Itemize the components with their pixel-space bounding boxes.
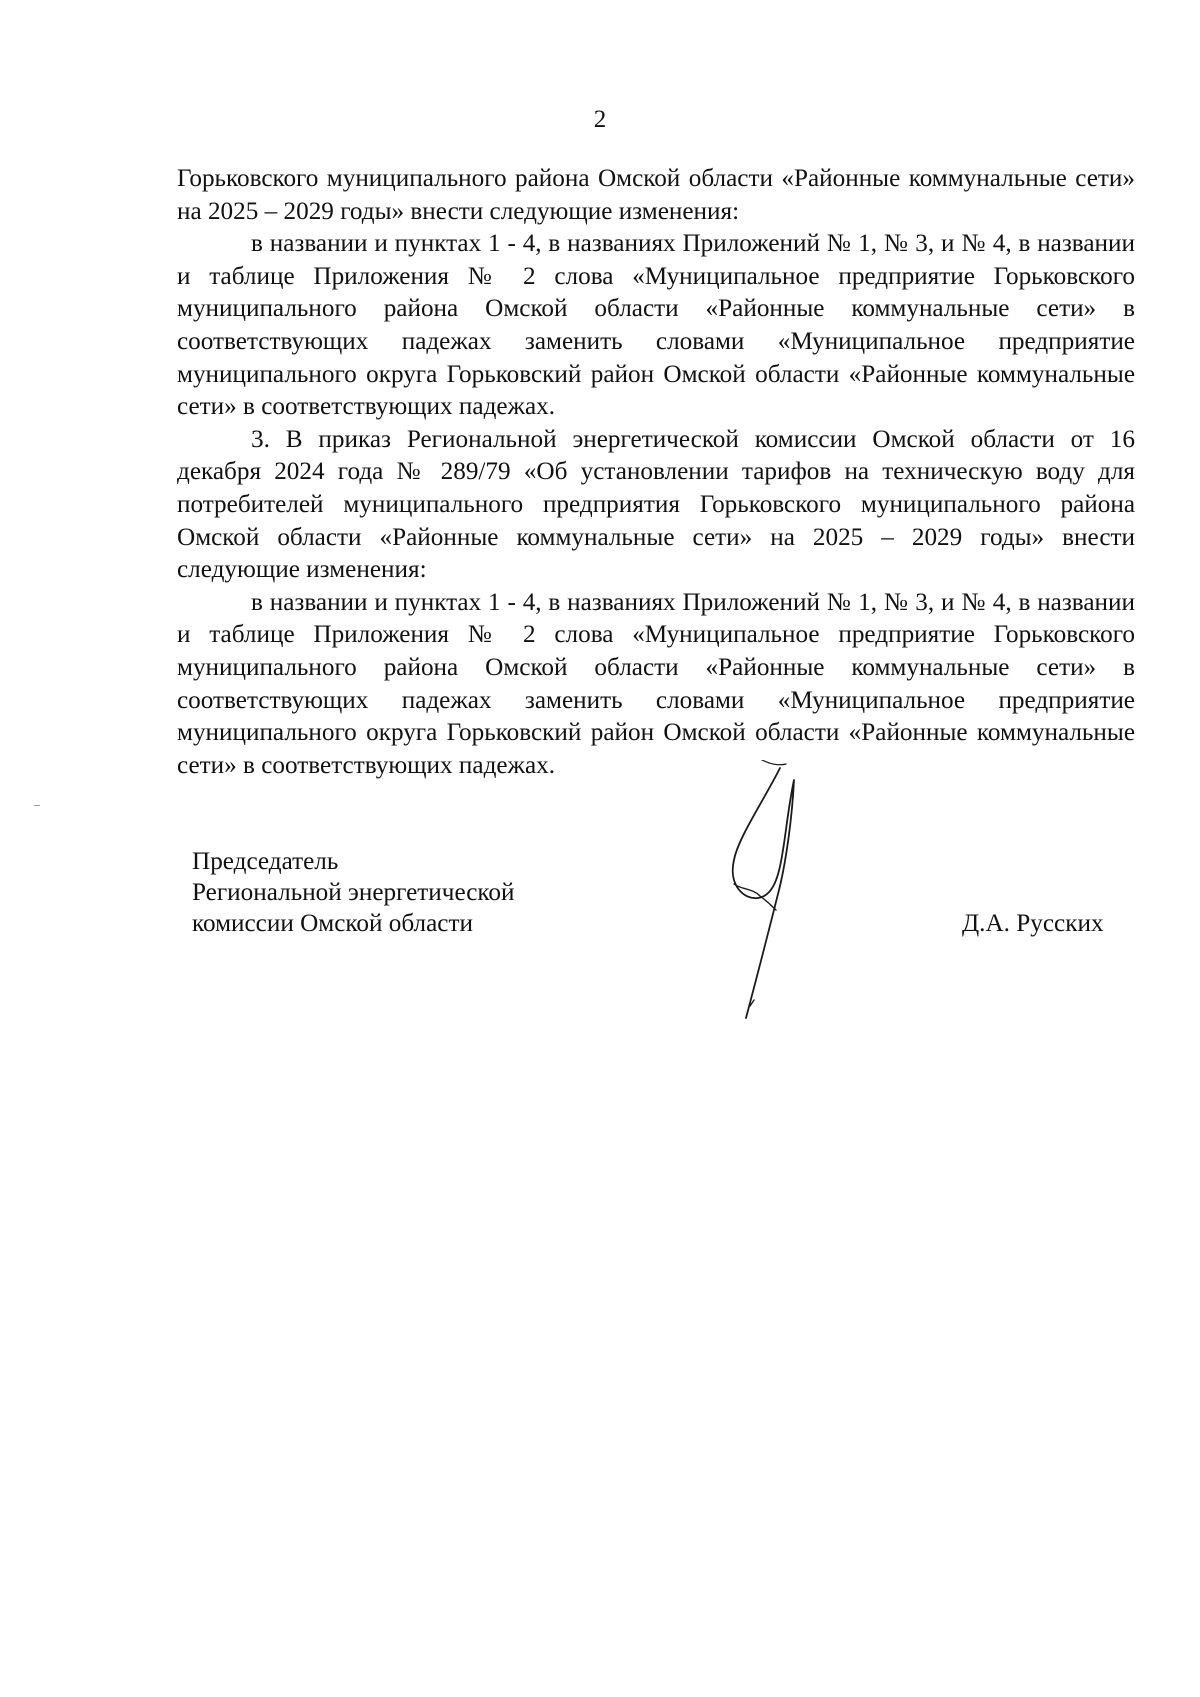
- document-body: [177, 163, 1135, 782]
- page-number: 2: [593, 106, 607, 133]
- scan-artifact: [34, 805, 40, 806]
- signatory-name: Д.А. Русских: [962, 910, 1104, 937]
- paragraph-amendment-1: в названии и пунктах 1 - 4, в названиях Приложений № 1, № 3, и № 4, в названии и таблице Приложения № 2 слова «Муниципальное предприятие Горьковского муниципального района Омской области «Районные коммунальные сети» в соответствующих падежах заменить словами «Муниципальное предприятие муниципального округа Горьковский район Омской области «Районные коммунальные сети» в соответствующих падежах.: [177, 230, 1135, 421]
- signatory-title-line: Председатель: [192, 848, 339, 875]
- signatory-title-line: Региональной энергетической: [192, 879, 515, 906]
- handwritten-signature: [720, 760, 860, 1020]
- signatory-title-block: [192, 846, 514, 939]
- signatory-title-line: комиссии Омской области: [192, 910, 473, 937]
- paragraph-amendment-2: в названии и пунктах 1 - 4, в названиях Приложений № 1, № 3, и № 4, в названии и таблице Приложения № 2 слова «Муниципальное предприятие Горьковского муниципального района Омской области «Районные коммунальные сети» в соответствующих падежах заменить словами «Муниципальное предприятие муниципального округа Горьковский район Омской области «Районные коммунальные сети» в соответствующих падежах.: [177, 588, 1135, 779]
- paragraph-continuation: Горьковского муниципального района Омской области «Районные коммунальные сети» на 2025 – 2029 годы» внести следующие изменения:: [177, 165, 1135, 225]
- paragraph-item-3: 3. В приказ Региональной энергетической комиссии Омской области от 16 декабря 2024 года № 289/79 «Об установлении тарифов на техническую воду для потребителей муниципального предприятия Горьковского муниципального района Омской области «Районные коммунальные сети» на 2025 – 2029 годы» внести следующие изменения:: [177, 425, 1135, 584]
